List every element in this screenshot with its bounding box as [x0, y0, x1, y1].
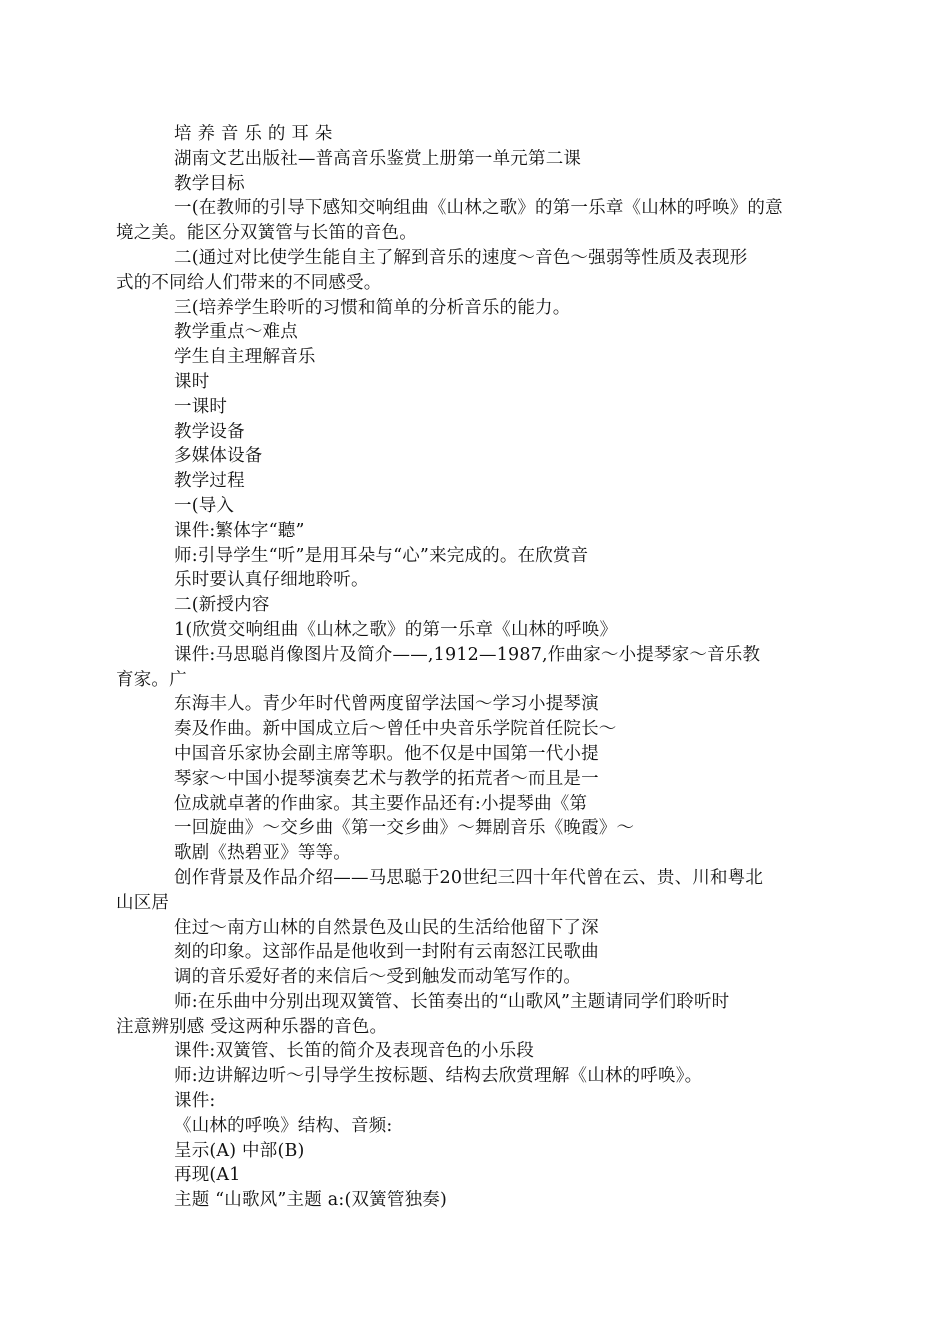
text-line: 教学过程: [174, 471, 245, 492]
text-line: 课件:繁体字“聽”: [174, 520, 305, 541]
text-line: 式的不同给人们带来的不同感受。: [116, 272, 382, 293]
text-line: 课件:马思聪肖像图片及简介——,1912—1987,作曲家～小提琴家～音乐教: [174, 644, 761, 665]
text-line: 住过～南方山林的自然景色及山民的生活给他留下了深: [174, 917, 599, 938]
text-line: 歌剧《热碧亚》等等。: [174, 843, 351, 864]
text-line: 师:引导学生“听”是用耳朵与“心”来完成的。在欣赏音: [174, 545, 589, 566]
text-line: 琴家～中国小提琴演奏艺术与教学的拓荒者～而且是一: [174, 768, 599, 789]
text-line: 学生自主理解音乐: [174, 347, 316, 368]
text-line: 调的音乐爱好者的来信后～受到触发而动笔写作的。: [174, 967, 582, 988]
text-line: 教学重点～难点: [174, 322, 298, 343]
text-line: 培 养 音 乐 的 耳 朵: [174, 124, 333, 144]
text-line: 再现(A1: [174, 1165, 241, 1186]
text-line: 师:在乐曲中分别出现双簧管、长笛奏出的“山歌风”主题请同学们聆听时: [174, 991, 730, 1012]
text-line: 二(新授内容: [174, 595, 270, 616]
text-line: 多媒体设备: [174, 446, 263, 467]
text-line: 位成就卓著的作曲家。其主要作品还有:小提琴曲《第: [174, 793, 588, 814]
text-line: 奏及作曲。新中国成立后～曾任中央音乐学院首任院长～: [174, 719, 617, 740]
text-line: 创作背景及作品介绍——马思聪于20世纪三四十年代曾在云、贵、川和粤北: [174, 867, 764, 888]
text-line: 二(通过对比使学生能自主了解到音乐的速度～音色～强弱等性质及表现形: [174, 247, 748, 268]
text-line: 东海丰人。青少年时代曾两度留学法国～学习小提琴演: [174, 694, 599, 715]
document-body: [116, 122, 816, 1213]
text-line: 乐时要认真仔细地聆听。: [174, 570, 369, 591]
text-line: 境之美。能区分双簧管与长笛的音色。: [116, 223, 417, 244]
text-line: 师:边讲解边听～引导学生按标题、结构去欣赏理解《山林的呼唤》。: [174, 1066, 703, 1087]
text-line: 三(培养学生聆听的习惯和简单的分析音乐的能力。: [174, 297, 571, 318]
text-line: 教学目标: [174, 173, 245, 194]
text-line: 一(在教师的引导下感知交响组曲《山林之歌》的第一乐章《山林的呼唤》的意: [174, 198, 783, 219]
text-line: 湖南文艺出版社—普高音乐鉴赏上册第一单元第二课: [174, 148, 582, 169]
text-line: 《山林的呼唤》结构、音频:: [174, 1115, 393, 1136]
text-line: 1(欣赏交响组曲《山林之歌》的第一乐章《山林的呼唤》: [174, 619, 618, 640]
text-line: 课件:: [174, 1091, 216, 1112]
text-line: 注意辨别感 受这两种乐器的音色。: [116, 1016, 388, 1037]
text-line: 刻的印象。这部作品是他收到一封附有云南怒江民歌曲: [174, 942, 599, 963]
text-line: 一课时: [174, 396, 228, 417]
text-line: 育家。广: [116, 669, 187, 690]
text-line: 一(导入: [174, 495, 235, 516]
text-line: 课时: [174, 371, 210, 392]
text-line: 山区居: [116, 892, 170, 913]
text-line: 中国音乐家协会副主席等职。他不仅是中国第一代小提: [174, 743, 599, 764]
text-line: 课件:双簧管、长笛的简介及表现音色的小乐段: [174, 1041, 535, 1062]
text-line: 教学设备: [174, 421, 245, 442]
text-line: 主题 “山歌风”主题 a:(双簧管独奏): [174, 1190, 448, 1211]
text-line: 呈示(A) 中部(B): [174, 1140, 305, 1161]
text-line: 一回旋曲》～交乡曲《第一交乡曲》～舞剧音乐《晚霞》～: [174, 818, 635, 839]
